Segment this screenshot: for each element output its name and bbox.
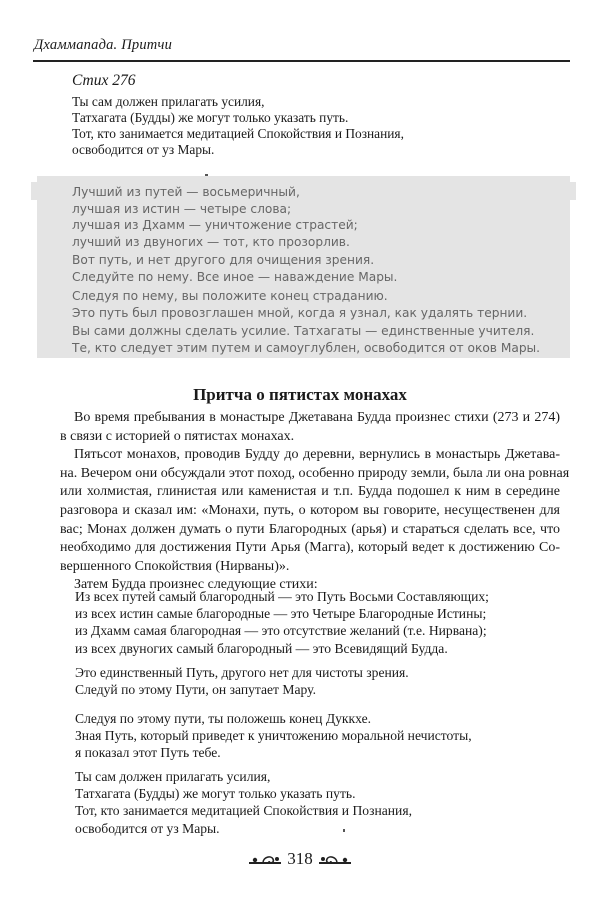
page-footer: [0, 849, 600, 869]
stray-mark: [343, 829, 345, 832]
quote-line: Это путь был провозглашен мной, когда я узнал, как удалять тернии.: [72, 305, 528, 320]
final-verse-line: Следуя по этому пути, ты положешь конец Дуккхе.: [75, 711, 371, 726]
quote-stanza: [72, 323, 540, 356]
prose-line: в связи с историей о пятистах монахах.: [60, 428, 295, 444]
prose-line: необходимо для достижения Пути Арья (Магга), который ведет к достижению Со-: [60, 540, 560, 556]
quote-line: лучший из двуногих — тот, кто прозорлив.: [72, 234, 350, 249]
final-verse-line: Тот, кто занимается медитацией Спокойствия и Познания,: [75, 803, 412, 819]
quote-line: Следуя по нему, вы положите конец страданию.: [72, 289, 388, 303]
verse-line: Ты сам должен прилагать усилия,: [72, 94, 265, 109]
quote-line: Лучший из путей — восьмеричный,: [72, 185, 300, 199]
final-verse-line: я показал этот Путь тебе.: [75, 745, 221, 761]
page-number: 318: [287, 849, 313, 868]
prose-line: или холмистая, глинистая или каменистая и т.п. Будда подошел к ним в середине: [60, 484, 560, 500]
prose-line: вас; Монах должен думать о пути Благородных (арья) и стараться сделать все, что: [60, 521, 560, 537]
quote-stanza: [72, 288, 527, 321]
quote-line: Вы сами должны сделать усилие. Татхагаты — единственные учителя.: [72, 324, 535, 338]
parable-text: [60, 409, 570, 595]
quote-stanza: [72, 252, 397, 285]
quote-stanza: [72, 184, 358, 250]
final-verse-line: Это единственный Путь, другого нет для чистоты зрения.: [75, 665, 409, 680]
final-verse-line: Зная Путь, который приведет к уничтожению моральной нечистоты,: [75, 728, 472, 744]
parable-title: Притча о пятистах монахах: [193, 385, 407, 404]
final-verse-line: Из всех путей самый благородный — это Путь Восьми Составляющих;: [75, 589, 489, 604]
final-stanza: [75, 710, 472, 762]
final-verse-line: Следуй по этому Пути, он запутает Мару.: [75, 682, 316, 698]
final-verse-line: из Дхамм самая благородная — это отсутствие желаний (т.е. Нирвана);: [75, 623, 487, 639]
final-verse-line: Татхагата (Будды) же могут только указать путь.: [75, 786, 356, 802]
ornament-right-icon: [317, 853, 353, 867]
prose-line: на. Вечером они обсуждали этот поход, особенно природу земли, была ли она ровная: [60, 465, 570, 481]
prose-line: Пятьсот монахов, проводив Будду до деревни, вернулись в монастырь Джетава-: [74, 447, 560, 463]
prose-line: вершенного Спокойствия (Нирваны)».: [60, 558, 290, 574]
verse-line: Тот, кто занимается медитацией Спокойствия и Познания,: [72, 126, 404, 141]
verse-line: Татхагата (Будды) же могут только указать путь.: [72, 110, 349, 125]
final-stanza: [75, 768, 412, 837]
verse-text: [72, 94, 404, 158]
quote-line: лучшая из Дхамм — уничтожение страстей;: [72, 218, 358, 232]
quote-line: Те, кто следует этим путем и самоуглублен, освободится от оков Мары.: [72, 340, 541, 355]
quote-line: Следуйте по нему. Все иное — наваждение Мары.: [72, 269, 398, 284]
prose-line: Во время пребывания в монастыре Джетавана Будда произнес стихи (273 и 274): [74, 410, 560, 425]
final-verse-line: из всех истин самые благородные — это Четыре Благородные Истины;: [75, 606, 487, 622]
header-rule: [33, 60, 570, 62]
final-verse-line: Ты сам должен прилагать усилия,: [75, 769, 271, 784]
final-stanza: [75, 588, 489, 657]
ornament-left-icon: [247, 853, 283, 867]
prose-line: разговора и сказал им: «Монахи, путь, о котором вы говорите, несущественен для: [60, 502, 560, 518]
final-stanza: [75, 664, 409, 698]
quote-line: Вот путь, и нет другого для очищения зрения.: [72, 253, 375, 267]
verse-line: освободится от уз Мары.: [72, 142, 215, 157]
running-head: Дхаммапада. Притчи: [34, 37, 173, 53]
prose-line: Затем Будда произнес следующие стихи:: [74, 577, 318, 593]
final-verse-line: из всех двуногих самый благородный — это Всевидящий Будда.: [75, 640, 448, 656]
final-verse-line: освободится от уз Мары.: [75, 820, 220, 836]
verse-title: Стих 276: [72, 72, 136, 89]
quote-line: лучшая из истин — четыре слова;: [72, 201, 292, 216]
